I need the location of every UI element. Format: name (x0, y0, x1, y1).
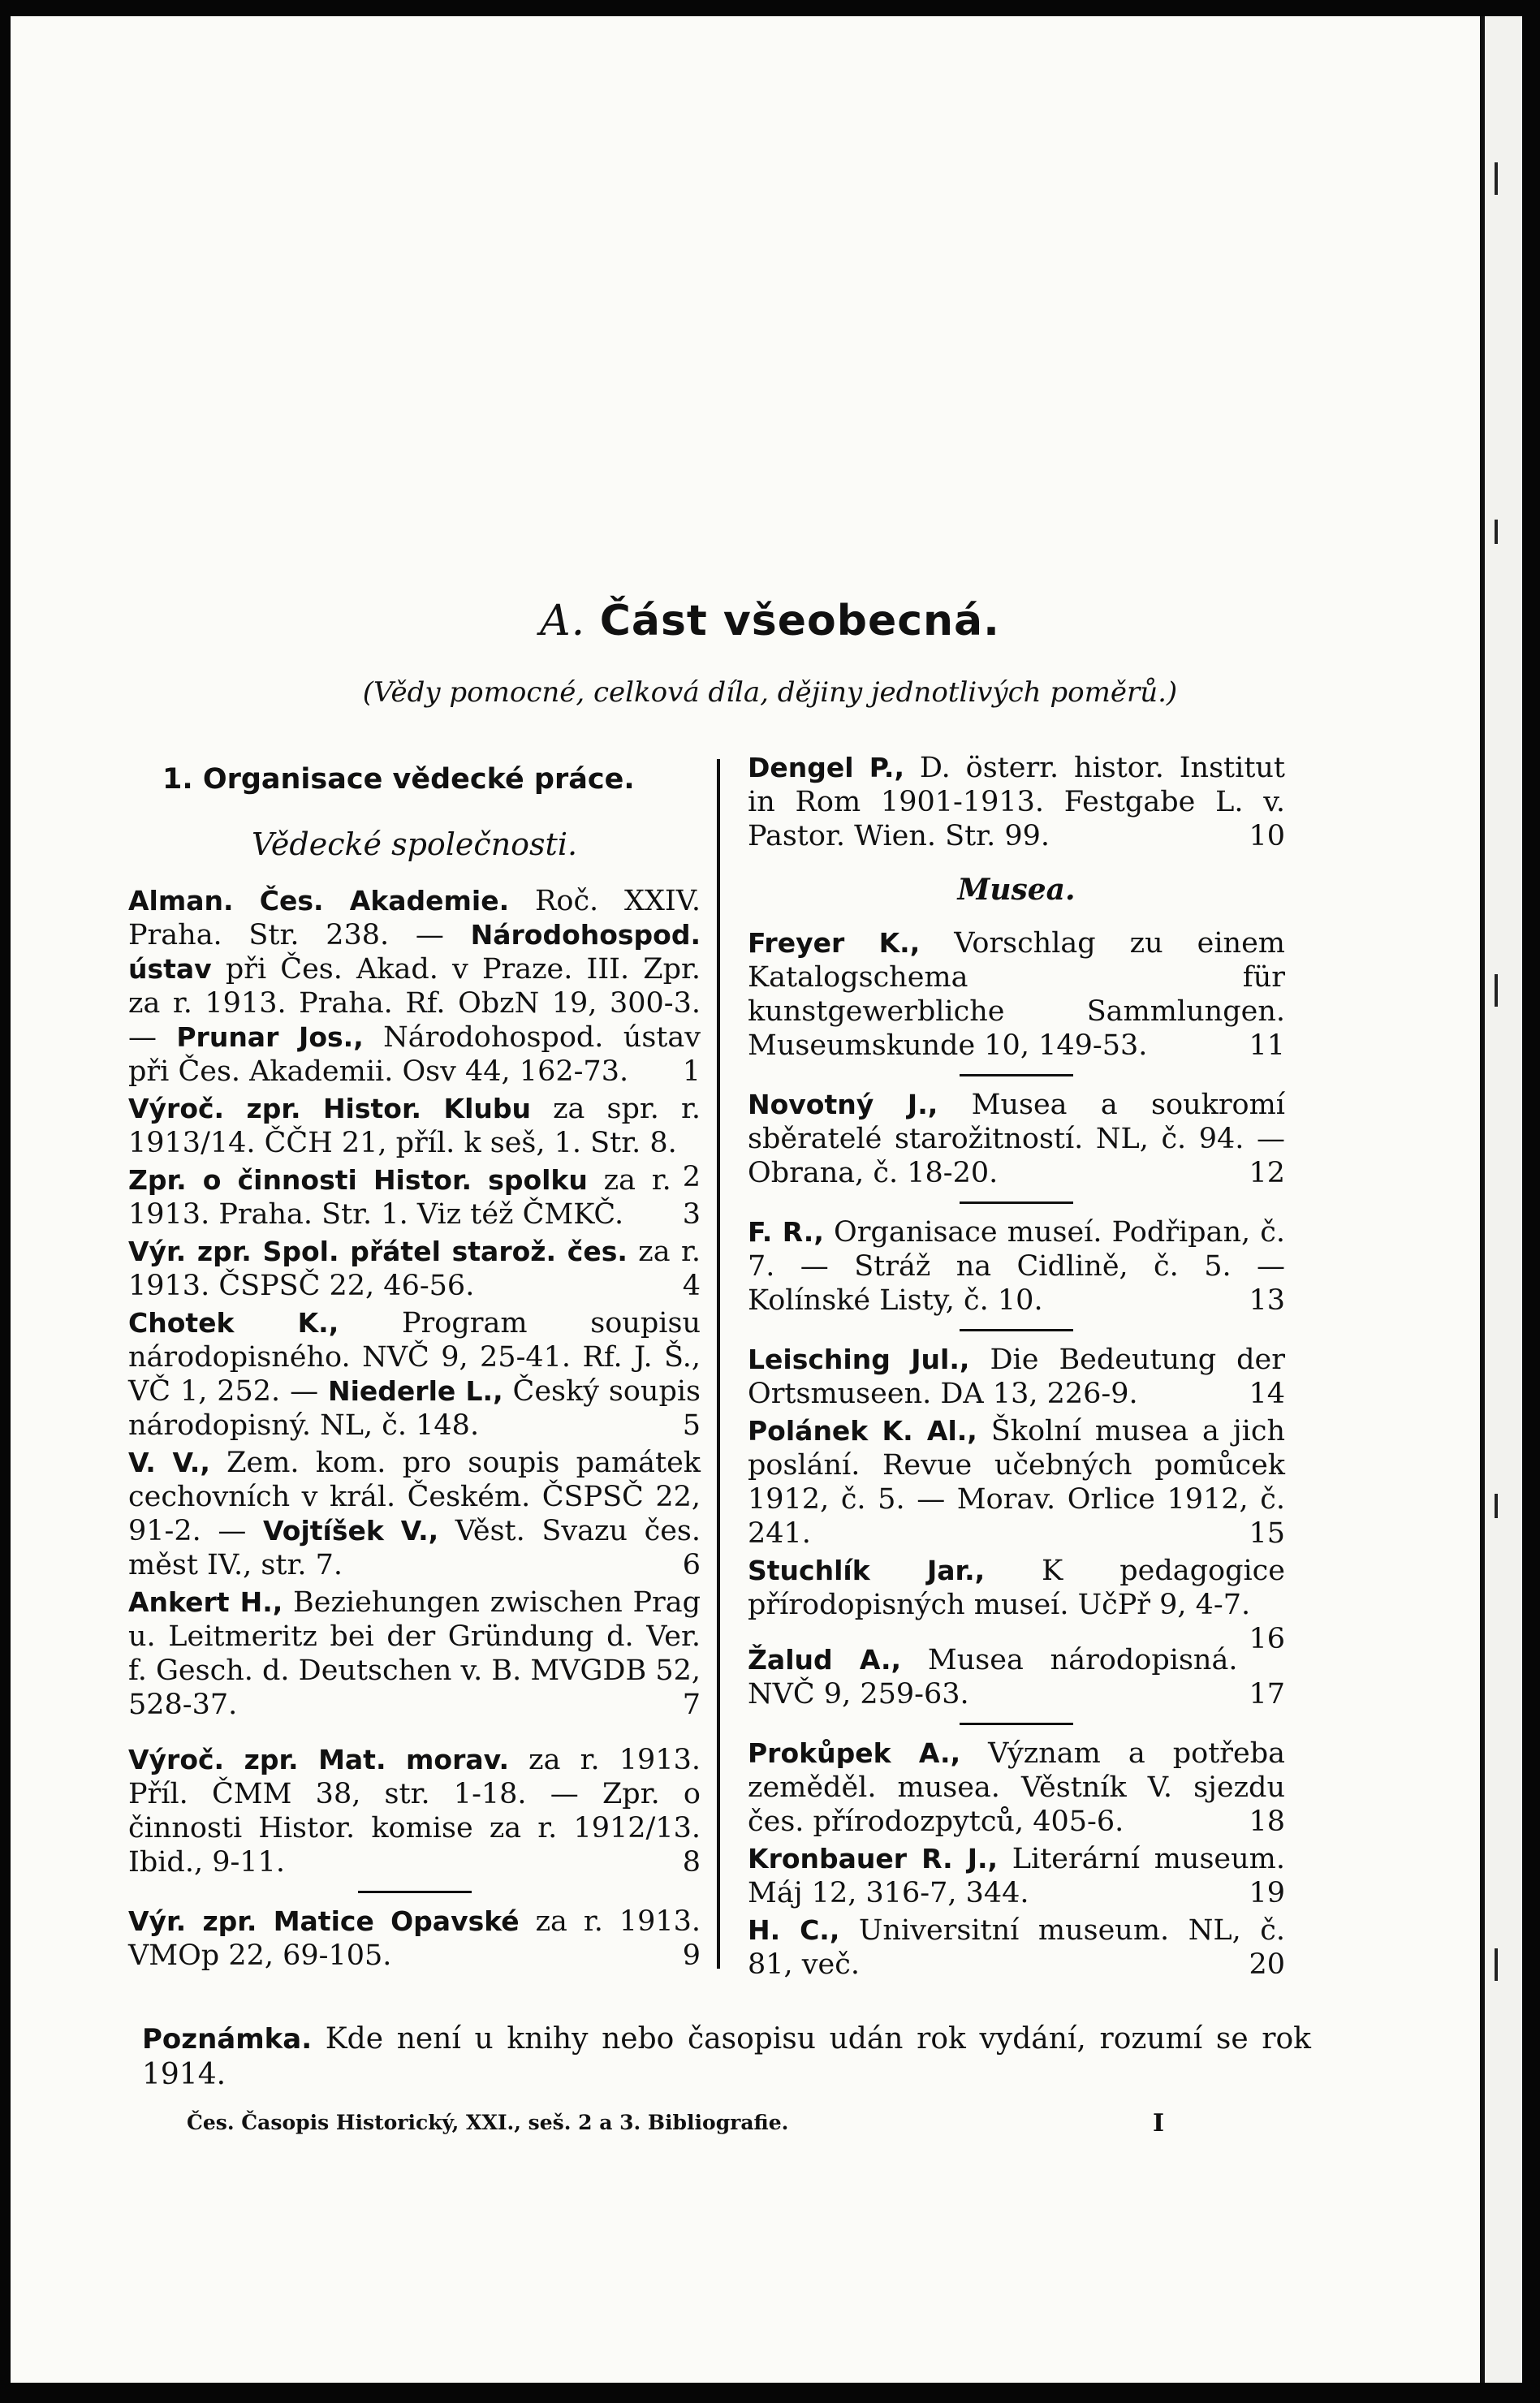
separator-rule (960, 1723, 1073, 1725)
section-title: 1. Organisace vědecké práce. (162, 763, 635, 796)
bib-entry-10: Dengel P., D. österr. histor. Institut in Rom 1901-1913. Festgabe L. v. Pastor. Wien. Str. 99. 10 (748, 752, 1285, 852)
bib-entry-6: V. V., Zem. kom. pro soupis památek cechovních v král. Českém. ČSPSČ 22, 91-2. — Vojtíšek V., Věst. Svazu čes. měst IV., str. 7. 6 (128, 1447, 701, 1581)
entry-number: 1 (682, 1055, 701, 1088)
entry-number: 10 (1249, 820, 1285, 852)
entry-number: 15 (1249, 1517, 1285, 1550)
entry-number: 9 (682, 1939, 701, 1972)
bib-entry-3: Zpr. o činnosti Histor. spolku za r. 1913. Praha. Str. 1. Viz též ČMKČ. 3 (128, 1164, 701, 1231)
footnote-text: Kde není u knihy nebo časopisu udán rok vydání, rozumí se rok 1914. (142, 2022, 1311, 2091)
bib-entry-8: Výroč. zpr. Mat. morav. za r. 1913. Příl. ČMM 38, str. 1-18. — Zpr. o činnosti Histor. komise za r. 1912/13. Ibid., 9-11. 8 (128, 1744, 701, 1879)
bib-entry-11: Freyer K., Vorschlag zu einem Katalogschema für kunstgewerbliche Sammlungen. Museumskunde 10, 149-53. 11 (748, 927, 1285, 1062)
entry-number: 8 (682, 1846, 701, 1879)
bib-entry-20: H. C., Universitní museum. NL, č. 81, več. 20 (748, 1914, 1285, 1981)
bib-entry-15: Polánek K. Al., Školní musea a jich poslání. Revue učebných pomůcek 1912, č. 5. — Morav. Orlice 1912, č. 241. 15 (748, 1415, 1285, 1550)
footnote (142, 2021, 1311, 2093)
right-column (748, 751, 1285, 1985)
bib-entry-18: Prokůpek A., Význam a potřeba zeměděl. musea. Věstník V. sjezdu čes. přírodozpytců, 405-6. 18 (748, 1737, 1286, 1838)
heading-letter: A. (540, 597, 586, 645)
entry-number: 14 (1249, 1378, 1285, 1410)
bib-entry-12: Novotný J., Musea a soukromí sběratelé starožitností. NL, č. 94. — Obrana, č. 18-20. 12 (748, 1089, 1286, 1189)
entry-number: 11 (1249, 1029, 1285, 1062)
entry-number: 19 (1249, 1877, 1285, 1909)
page-footer: Čes. Časopis Historický, XXI., seš. 2 a 3. Bibliografie. (187, 2111, 789, 2134)
page-heading (0, 597, 1540, 645)
separator-rule (358, 1891, 472, 1893)
page-number: I (1153, 2109, 1165, 2138)
musea-heading: Musea. (957, 873, 1076, 907)
subsection-title: Vědecké společnosti. (251, 826, 578, 862)
entry-number: 4 (682, 1270, 701, 1302)
entry-number: 18 (1249, 1805, 1285, 1838)
bib-entry-14: Leisching Jul., Die Bedeutung der Ortsmuseen. DA 13, 226-9. 14 (748, 1344, 1285, 1410)
bib-entry-9: Výr. zpr. Matice Opavské za r. 1913. VMOp 22, 69-105. 9 (128, 1905, 701, 1972)
entry-number: 6 (682, 1549, 701, 1581)
bib-entry-4: Výr. zpr. Spol. přátel starož. čes. za r. 1913. ČSPSČ 22, 46-56. 4 (128, 1236, 701, 1302)
entry-number: 7 (682, 1689, 701, 1721)
bib-entry-7: Ankert H., Beziehungen zwischen Prag u. Leitmeritz bei der Gründung d. Ver. f. Gesch. d. Deutschen v. B. MVGDB 52, 528-37. 7 (128, 1586, 701, 1721)
separator-rule (960, 1202, 1073, 1204)
column-divider (717, 759, 720, 1969)
bib-entry-16: Stuchlík Jar., K pedagogice přírodopisných museí. UčPř 9, 4-7. 16 (748, 1555, 1285, 1655)
entry-number: 3 (682, 1198, 701, 1231)
bib-entry-13: F. R., Organisace museí. Podřipan, č. 7. — Stráž na Cidlině, č. 5. — Kolínské Listy, č. 10. 13 (748, 1216, 1286, 1317)
separator-rule (960, 1074, 1073, 1076)
page-edge (1480, 16, 1522, 2383)
separator-rule (960, 1329, 1073, 1331)
left-column (128, 751, 701, 1976)
footnote-label: Poznámka. (142, 2023, 313, 2056)
bib-entry-5: Chotek K., Program soupisu národopisného. NVČ 9, 25-41. Rf. J. Š., VČ 1, 252. — Niederle L., Český soupis národopisný. NL, č. 148. 5 (128, 1307, 701, 1442)
heading-title: Část všeobecná. (599, 597, 1000, 645)
entry-number: 5 (682, 1409, 701, 1442)
bib-entry-17: Žalud A., Musea národopisná. NVČ 9, 259-63. 17 (748, 1644, 1285, 1711)
entry-number: 20 (1249, 1948, 1285, 1981)
entry-number: 2 (682, 1161, 701, 1193)
page-subtitle: (Vědy pomocné, celková díla, dějiny jednotlivých poměrů.) (362, 676, 1178, 709)
entry-number: 13 (1249, 1284, 1285, 1317)
bib-entry-19: Kronbauer R. J., Literární museum. Máj 12, 316-7, 344. 19 (748, 1843, 1285, 1909)
entry-number: 12 (1249, 1157, 1285, 1189)
bib-entry-2: Výroč. zpr. Histor. Klubu za spr. r. 1913/14. ČČH 21, příl. k seš, 1. Str. 8. 2 (128, 1093, 701, 1193)
bib-entry-1: Alman. Čes. Akademie. Roč. XXIV. Praha. Str. 238. — Národohospod. ústav při Čes. Akad. v Praze. III. Zpr. za r. 1913. Praha. Rf. ObzN 19, 300-3. — Prunar Jos., Národohospod. ústav při Čes. Akademii. Osv 44, 162-73. 1 (128, 885, 701, 1088)
entry-number: 16 (1249, 1623, 1285, 1655)
entry-number: 17 (1249, 1678, 1285, 1711)
